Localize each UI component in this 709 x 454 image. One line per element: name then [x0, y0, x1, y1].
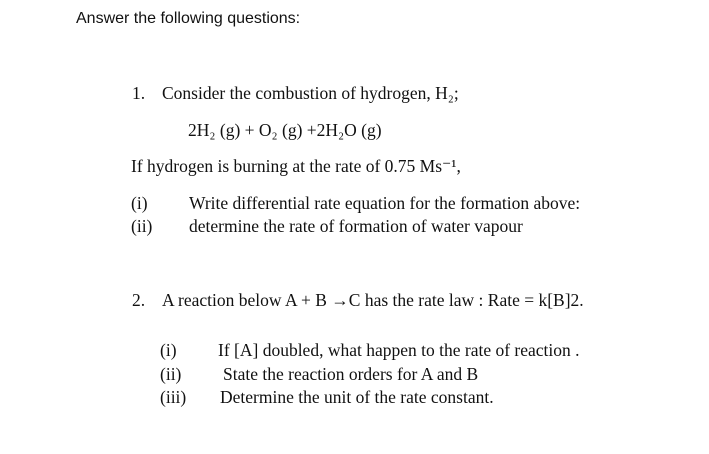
q1-part-i-label: (i): [131, 193, 148, 213]
q1-part-ii-text: determine the rate of formation of water vapour: [189, 216, 523, 236]
q2-intro: A reaction below A + B →C has the rate law : Rate = k[B]2.: [162, 290, 584, 310]
q2-part-ii-label: (ii): [160, 364, 182, 384]
q2-part-iii-label: (iii): [160, 387, 187, 407]
q2-part-iii-text: Determine the unit of the rate constant.: [220, 387, 494, 407]
q1-part-i-text: Write differential rate equation for the formation above:: [189, 193, 581, 213]
q2-part-ii-text: State the reaction orders for A and B: [223, 364, 479, 384]
q2-part-i-text: If [A] doubled, what happen to the rate of reaction .: [218, 340, 580, 360]
q1-intro: Consider the combustion of hydrogen, H₂;: [162, 83, 459, 103]
q1-condition: If hydrogen is burning at the rate of 0.75 Ms⁻¹,: [131, 156, 461, 176]
q2-part-i-label: (i): [160, 340, 177, 360]
q1-part-ii-label: (ii): [131, 216, 153, 236]
q1-equation: 2H₂ (g) + O₂ (g) +2H₂O (g): [188, 120, 382, 140]
page-heading: Answer the following questions:: [76, 10, 301, 27]
q2-number: 2.: [132, 290, 146, 310]
q1-number: 1.: [132, 83, 146, 103]
